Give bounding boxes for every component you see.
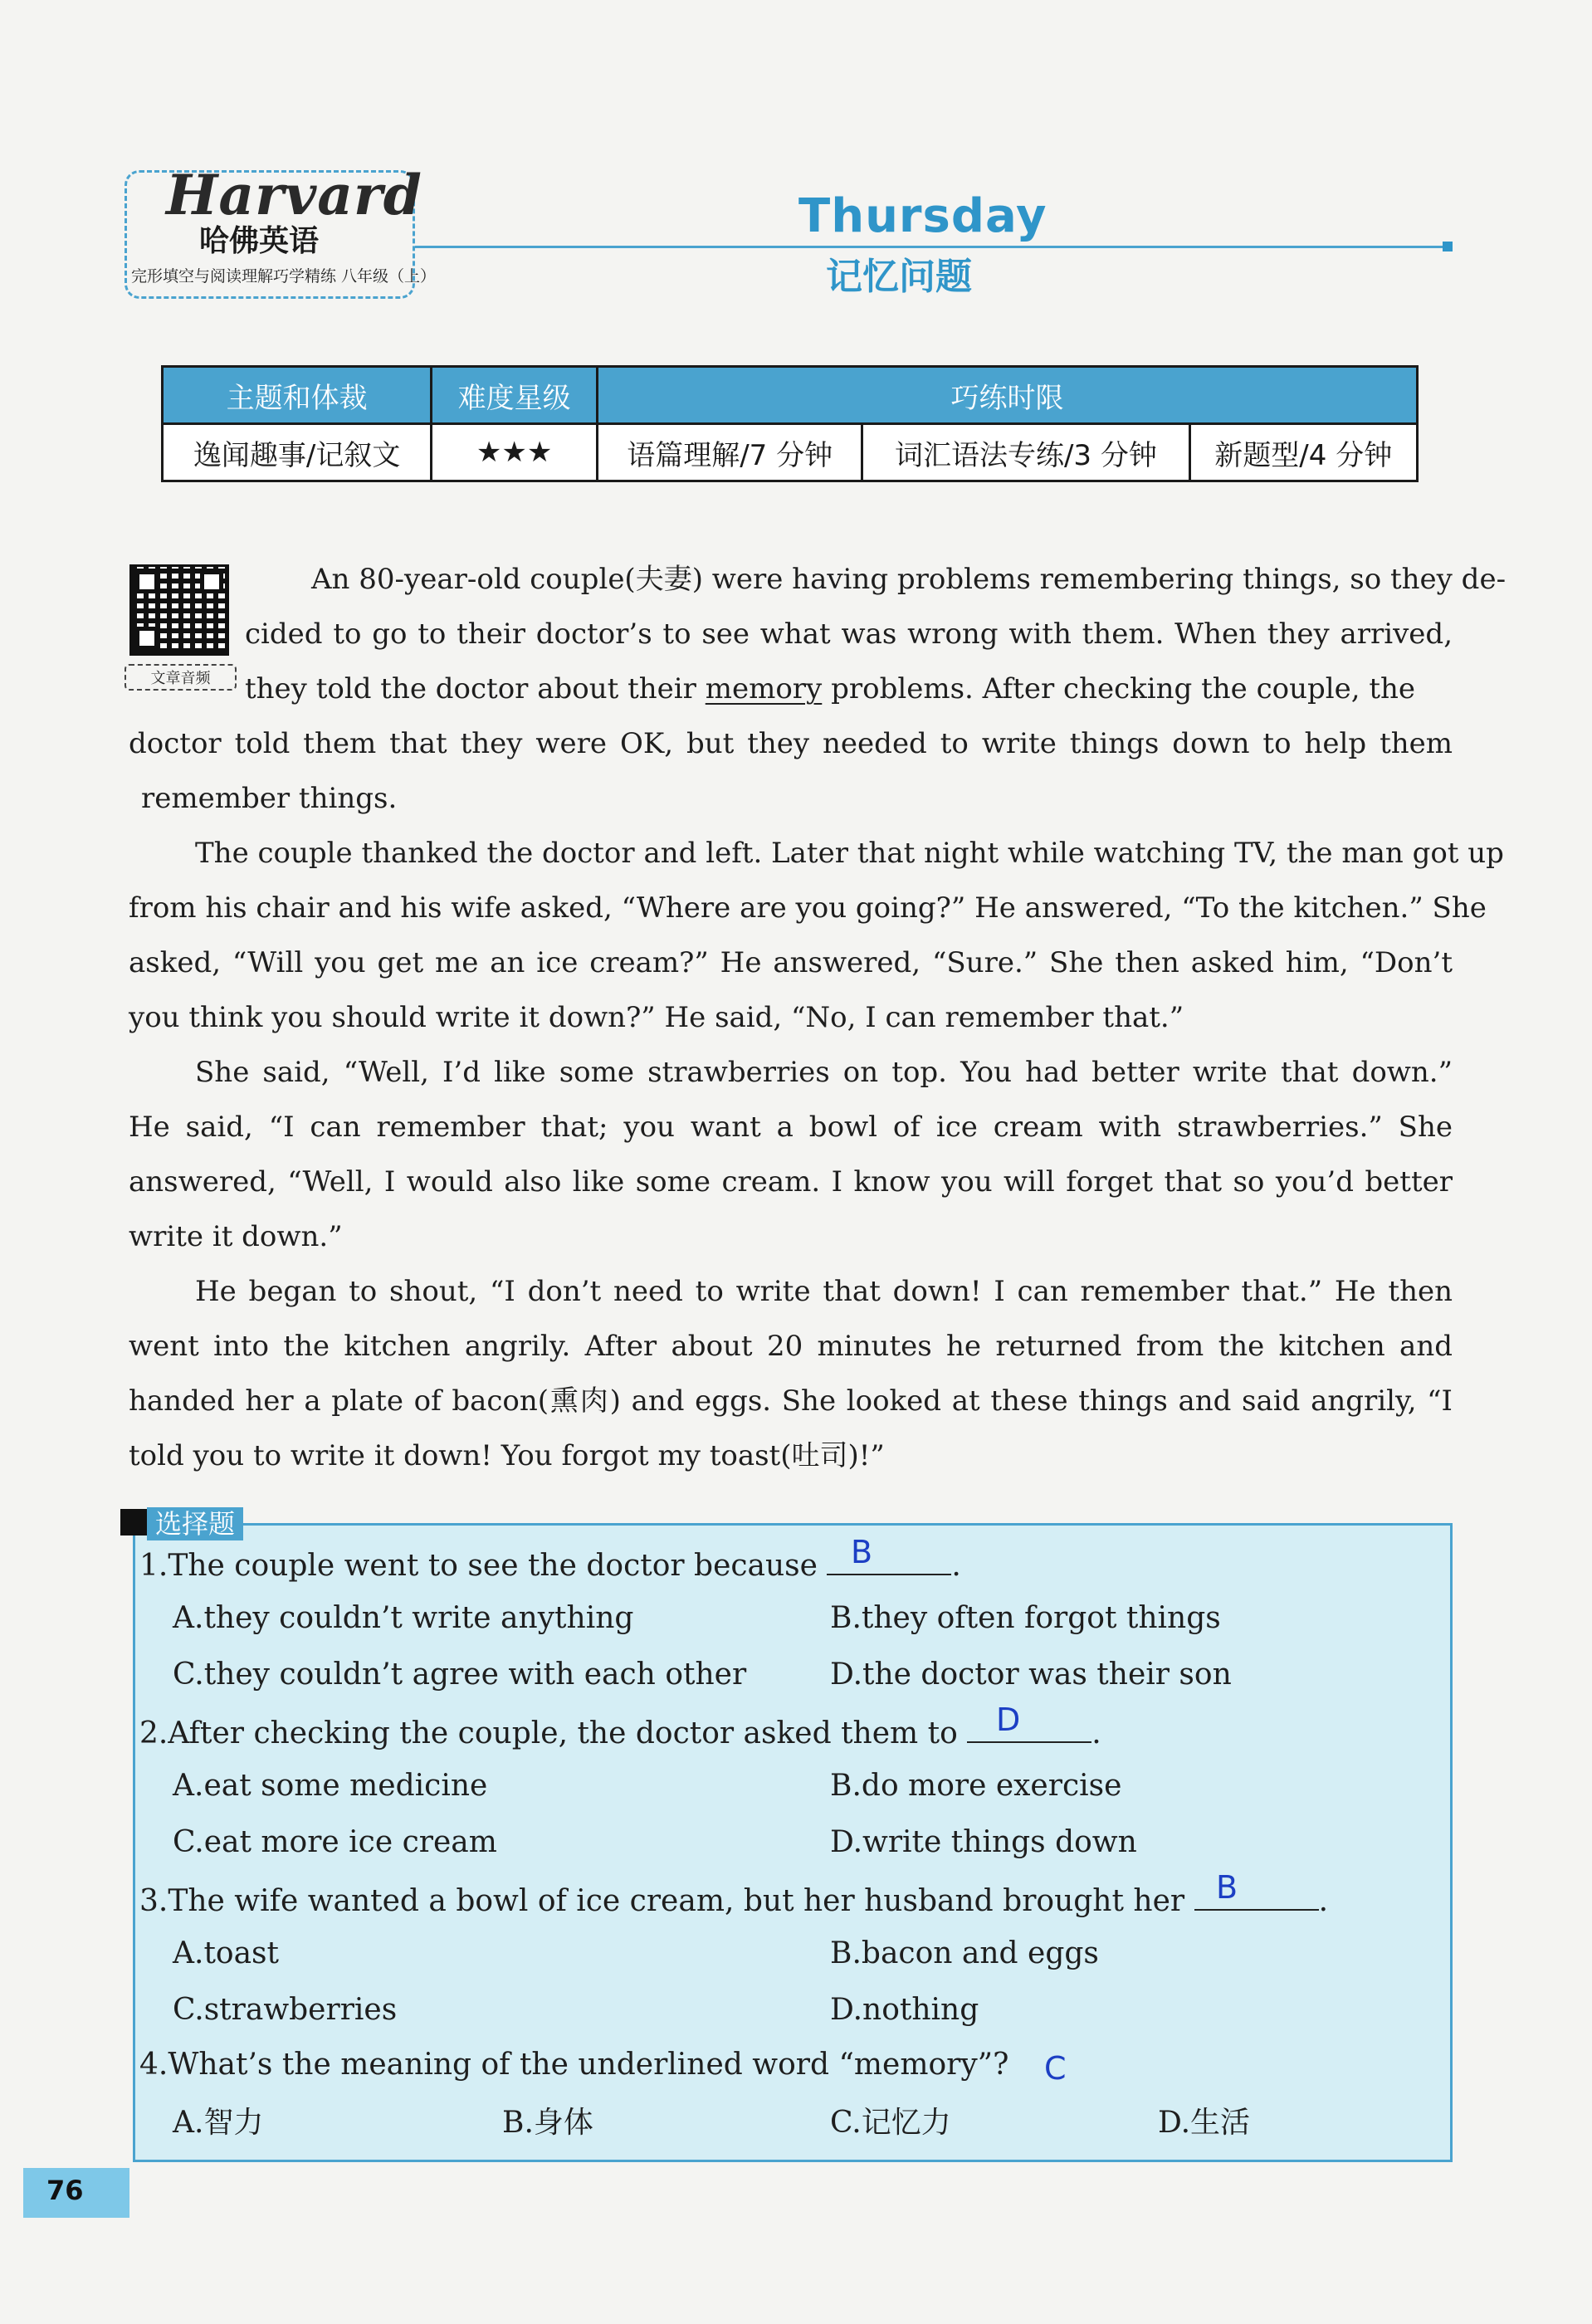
passage-line: handed her a plate of bacon(熏肉) and eggs. She looked at these things and said angrily, “I (129, 1384, 1453, 1418)
passage-line: asked, “Will you get me an ice cream?” He answered, “Sure.” She then asked him, “Don’t (129, 946, 1453, 979)
info-header-time: 巧练时限 (598, 367, 1418, 424)
section-marker (120, 1509, 147, 1536)
option-b[interactable]: B.bacon and eggs (830, 1936, 1099, 1970)
passage-text: they told the doctor about their (245, 672, 706, 706)
underlined-word-memory: memory (705, 672, 823, 706)
option-d[interactable]: D.生活 (1158, 2106, 1251, 2140)
page-number: 76 (46, 2175, 84, 2206)
info-table (161, 365, 1419, 482)
answer-mark: C (1044, 2050, 1067, 2087)
passage-line: you think you should write it down?” He said, “No, I can remember that.” (129, 1001, 1184, 1034)
passage-line: went into the kitchen angrily. After about 20 minutes he returned from the kitchen and (129, 1330, 1453, 1363)
option-a[interactable]: A.智力 (173, 2106, 264, 2140)
passage-line: told you to write it down! You forgot my toast(吐司)!” (129, 1439, 885, 1472)
answer-mark: B (1216, 1869, 1238, 1906)
question-3: 3.The wife wanted a bowl of ice cream, but her husband brought her . (139, 1879, 1328, 1920)
exercise-label: 选择题 (147, 1507, 243, 1540)
passage-line: doctor told them that they were OK, but they needed to write things down to help them (129, 727, 1453, 760)
answer-blank[interactable] (827, 1544, 951, 1575)
info-time-reading: 语篇理解/7 分钟 (598, 424, 862, 481)
passage-line: She said, “Well, I’d like some strawberries on top. You had better write that down.” (195, 1056, 1453, 1089)
question-2: 2.After checking the couple, the doctor asked them to . (139, 1711, 1101, 1752)
passage-line: He began to shout, “I don’t need to write that down! I can remember that.” He then (195, 1275, 1453, 1308)
option-a[interactable]: A.they couldn’t write anything (173, 1601, 634, 1635)
passage-line: He said, “I can remember that; you want a bowl of ice cream with strawberries.” She (129, 1111, 1453, 1144)
logo-subtitle: 完形填空与阅读理解巧学精练 八年级（上） (131, 267, 437, 286)
option-c[interactable]: C.记忆力 (830, 2106, 951, 2140)
question-1: 1.The couple went to see the doctor because . (139, 1544, 961, 1584)
info-header-difficulty: 难度星级 (432, 367, 598, 424)
passage-line: An 80-year-old couple(夫妻) were having problems remembering things, so they de- (311, 563, 1507, 596)
option-d[interactable]: D.write things down (830, 1825, 1137, 1859)
answer-blank[interactable] (967, 1711, 1091, 1743)
option-c[interactable]: C.eat more ice cream (173, 1825, 497, 1859)
qr-label: 文章音频 (125, 664, 237, 691)
info-time-vocab: 词汇语法专练/3 分钟 (862, 424, 1189, 481)
option-b[interactable]: B.身体 (502, 2106, 593, 2140)
passage-line (245, 672, 1453, 706)
header-rule-dot (1443, 242, 1453, 251)
passage-line: remember things. (141, 782, 398, 815)
option-d[interactable]: D.the doctor was their son (830, 1658, 1232, 1692)
passage-line: cided to go to their doctor’s to see what was wrong with them. When they arrived, (245, 618, 1453, 651)
option-b[interactable]: B.they often forgot things (830, 1601, 1221, 1635)
question-4: 4.What’s the meaning of the underlined word “memory”? (139, 2048, 1009, 2082)
option-b[interactable]: B.do more exercise (830, 1769, 1122, 1803)
option-c[interactable]: C.they couldn’t agree with each other (173, 1658, 747, 1692)
passage-line: answered, “Well, I would also like some cream. I know you will forget that so you’d better (129, 1165, 1453, 1199)
passage-line: write it down.” (129, 1220, 343, 1253)
logo-text: Harvard (166, 163, 422, 227)
info-stars: ★★★ (432, 424, 598, 481)
option-a[interactable]: A.eat some medicine (173, 1769, 488, 1803)
option-c[interactable]: C.strawberries (173, 1993, 398, 2027)
day-title: Thursday (798, 189, 1047, 243)
info-time-new: 新题型/4 分钟 (1189, 424, 1418, 481)
page-title: 记忆问题 (826, 256, 972, 298)
answer-blank[interactable] (1194, 1879, 1319, 1911)
option-d[interactable]: D.nothing (830, 1993, 979, 2027)
info-theme: 逸闻趣事/记叙文 (163, 424, 432, 481)
info-header-theme: 主题和体裁 (163, 367, 432, 424)
passage-line: from his chair and his wife asked, “Where are you going?” He answered, “To the kitchen.” She (129, 891, 1487, 925)
passage-line: The couple thanked the doctor and left. Later that night while watching TV, the man got up (195, 837, 1504, 870)
qr-code-icon[interactable] (129, 564, 229, 656)
passage-text: problems. After checking the couple, the (822, 672, 1416, 706)
logo-cn: 哈佛英语 (199, 224, 320, 258)
option-a[interactable]: A.toast (173, 1936, 279, 1970)
answer-mark: D (996, 1702, 1021, 1738)
answer-mark: B (851, 1534, 873, 1570)
